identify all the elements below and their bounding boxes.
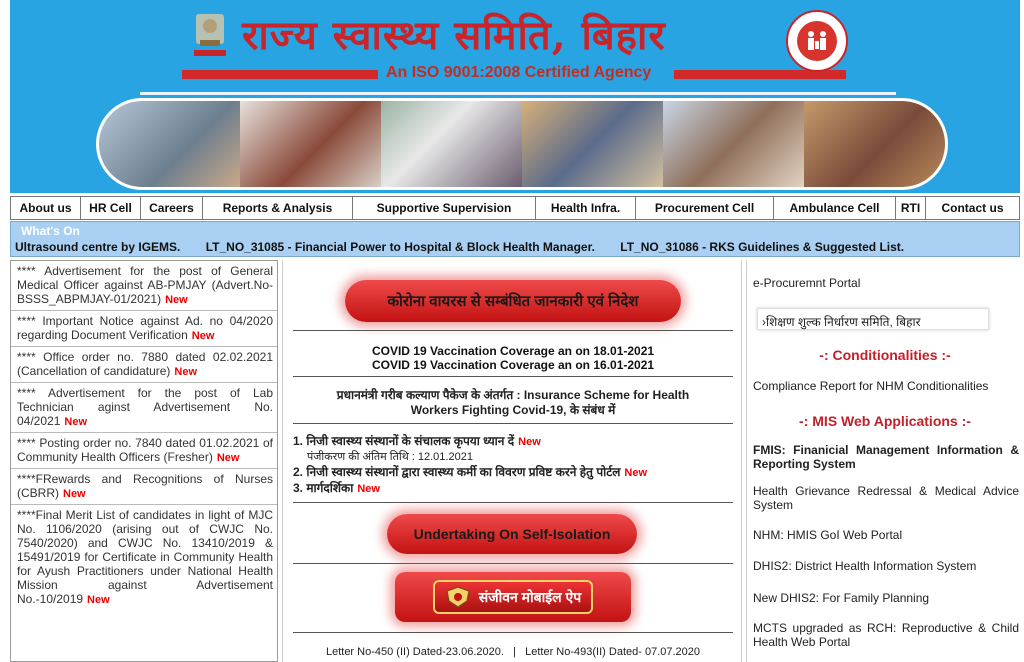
new-badge: New: [191, 330, 215, 342]
registration-deadline: पंजीकरण की अंतिम तिथि : 12.01.2021: [307, 451, 473, 463]
shield-icon: [445, 586, 471, 608]
banner-photo-3: [381, 101, 522, 187]
sanjivan-label: संजीवन मोबाईल ऐप: [478, 588, 582, 605]
list-item[interactable]: [293, 465, 733, 481]
divider: [293, 376, 733, 377]
bihar-emblem-icon: [190, 10, 230, 64]
sanjivan-app-button[interactable]: [395, 572, 631, 622]
ticker-item[interactable]: LT_NO_31085 - Financial Power to Hospital & Block Health Manager.: [205, 240, 595, 254]
fmis-link[interactable]: FMIS: Finanicial Management Information & Reporting System: [753, 443, 1019, 471]
banner-photo-5: [663, 101, 804, 187]
nav-supportive-supervision[interactable]: Supportive Supervision: [353, 197, 536, 219]
nhm-logo-icon: [782, 8, 852, 74]
new-dhis2-link[interactable]: New DHIS2: For Family Planning: [753, 591, 930, 605]
mis-heading: -: MIS Web Applications :-: [799, 413, 971, 429]
hmis-link[interactable]: NHM: HMIS GoI Web Portal: [753, 528, 903, 542]
banner-photo-2: [240, 101, 381, 187]
mcts-rch-link[interactable]: MCTS upgraded as RCH: Reproductive & Child Health Web Portal: [753, 621, 1019, 649]
notice-text: **** Advertisement for the post of Lab Technician aginst Advertisement No. 04/2021: [17, 386, 273, 428]
ticker-item[interactable]: LT_NO_31086 - RKS Guidelines & Suggested List.: [620, 240, 905, 254]
grievance-link[interactable]: Health Grievance Redressal & Medical Advice System: [753, 484, 1019, 512]
main-nav: [10, 196, 1020, 220]
new-badge: New: [518, 436, 541, 448]
sanjivan-badge: [433, 580, 594, 614]
eprocurement-link[interactable]: e-Procuremnt Portal: [753, 276, 861, 290]
banner-photo-6: [804, 101, 945, 187]
nav-procurement-cell[interactable]: Procurement Cell: [636, 197, 774, 219]
compliance-report-link[interactable]: Compliance Report for NHM Conditionalities: [753, 379, 989, 393]
notice-item[interactable]: [11, 311, 277, 347]
covid-coverage-link[interactable]: COVID 19 Vaccination Coverage an on 18.01-2021: [371, 344, 655, 358]
notice-text: **** Office order no. 7880 dated 02.02.2021 (Cancellation of candidature): [17, 350, 273, 378]
whats-on-label: What's On: [21, 224, 80, 238]
list-item-text: 2. निजी स्वास्थ्य संस्थानों द्वारा स्वास्थ्य कर्मी का विवरण प्रविष्ट करने हेतु पोर्टल: [293, 465, 621, 479]
banner-photo-1: [99, 101, 240, 187]
notice-item[interactable]: [11, 261, 277, 311]
nav-rti[interactable]: RTI: [896, 197, 926, 219]
notice-item[interactable]: [11, 383, 277, 433]
header-divider: [140, 92, 896, 95]
nav-about-us[interactable]: About us: [11, 197, 81, 219]
nav-reports-analysis[interactable]: Reports & Analysis: [203, 197, 353, 219]
list-item[interactable]: [293, 481, 733, 497]
new-badge: New: [87, 594, 110, 606]
nav-contact-us[interactable]: Contact us: [941, 201, 1004, 215]
nav-careers[interactable]: Careers: [141, 197, 203, 219]
news-ticker: [15, 240, 926, 254]
conditionalities-heading: -: Conditionalities :-: [819, 347, 951, 363]
new-badge: New: [357, 483, 380, 495]
divider: [293, 502, 733, 503]
corona-info-button[interactable]: कोरोना वायरस से सम्बंधित जानकारी एवं निदेश: [345, 280, 681, 322]
nav-hr-cell[interactable]: HR Cell: [81, 197, 141, 219]
nav-health-infra[interactable]: Health Infra.: [536, 197, 636, 219]
notice-item[interactable]: [11, 433, 277, 469]
nav-ambulance-cell[interactable]: Ambulance Cell: [774, 197, 896, 219]
private-institution-list: [293, 434, 733, 497]
right-panel: [746, 260, 1022, 662]
new-badge: New: [63, 488, 86, 500]
photo-banner: [96, 98, 948, 190]
center-panel: [282, 260, 742, 662]
new-badge: New: [64, 416, 88, 428]
new-badge: New: [624, 467, 648, 479]
covid-coverage-link[interactable]: COVID 19 Vaccination Coverage an on 16.01-2021: [371, 358, 655, 372]
site-header: [10, 0, 1020, 193]
insurance-scheme-link[interactable]: प्रधानमंत्री गरीब कल्याण पैकेज के अंतर्गत : Insurance Scheme for Health Workers Fighting Covid-19, के संबंध में: [336, 388, 690, 417]
separator: |: [513, 646, 516, 658]
whats-on-bar: [10, 221, 1020, 257]
undertaking-self-isolation-button[interactable]: Undertaking On Self-Isolation: [387, 514, 637, 554]
list-item[interactable]: [293, 434, 733, 450]
notice-item[interactable]: [11, 469, 277, 505]
letters-row: [283, 646, 743, 658]
ticker-item[interactable]: Ultrasound centre by IGEMS.: [15, 240, 181, 254]
fee-committee-link[interactable]: ›शिक्षण शुल्क निर्धारण समिति, बिहार: [757, 308, 989, 330]
divider: [293, 632, 733, 633]
letter-link[interactable]: Letter No-493(II) Dated- 07.07.2020: [525, 646, 701, 658]
notice-text: **** Posting order no. 7840 dated 01.02.2021 of Community Health Officers (Fresher): [17, 436, 273, 464]
notice-text: **** Important Notice against Ad. no 04/2020 regarding Document Verification: [17, 314, 273, 342]
notice-item[interactable]: [11, 347, 277, 383]
letter-link[interactable]: Letter No-450 (II) Dated-23.06.2020.: [325, 646, 504, 658]
dhis2-link[interactable]: DHIS2: District Health Information System: [753, 559, 977, 573]
new-badge: New: [216, 452, 240, 464]
banner-photo-4: [522, 101, 663, 187]
notice-text: **** Advertisement for the post of General Medical Officer against AB-PMJAY (Advert.No-BSSS_ABPMJAY-01/2021): [17, 264, 273, 306]
divider: [293, 563, 733, 564]
site-title: राज्य स्वास्थ्य समिति, बिहार: [242, 12, 666, 59]
list-item-text: 3. मार्गदर्शिका: [293, 481, 354, 495]
notice-text: ****Final Merit List of candidates in light of MJC No. 1106/2020 (arising out of CWJC No. 7540/2020) and CWJC No. 13410/2019 & 15491/2019 for Certificate in Community Health for Ayush Practitioners under National Health Mission against Advertisement No.-10/2019: [17, 508, 273, 606]
title-underline-left: [182, 70, 378, 79]
site-subtitle: An ISO 9001:2008 Certified Agency: [380, 64, 657, 82]
divider: [293, 423, 733, 424]
new-badge: New: [165, 294, 188, 306]
notice-text: ****FRewards and Recognitions of Nurses (CBRR): [17, 472, 273, 500]
new-badge: New: [174, 366, 198, 378]
divider: [293, 330, 733, 331]
notice-item[interactable]: [11, 505, 277, 610]
notice-board: [10, 260, 278, 662]
list-item-text: 1. निजी स्वास्थ्य संस्थानों के संचालक कृपया ध्यान दें: [293, 434, 515, 448]
